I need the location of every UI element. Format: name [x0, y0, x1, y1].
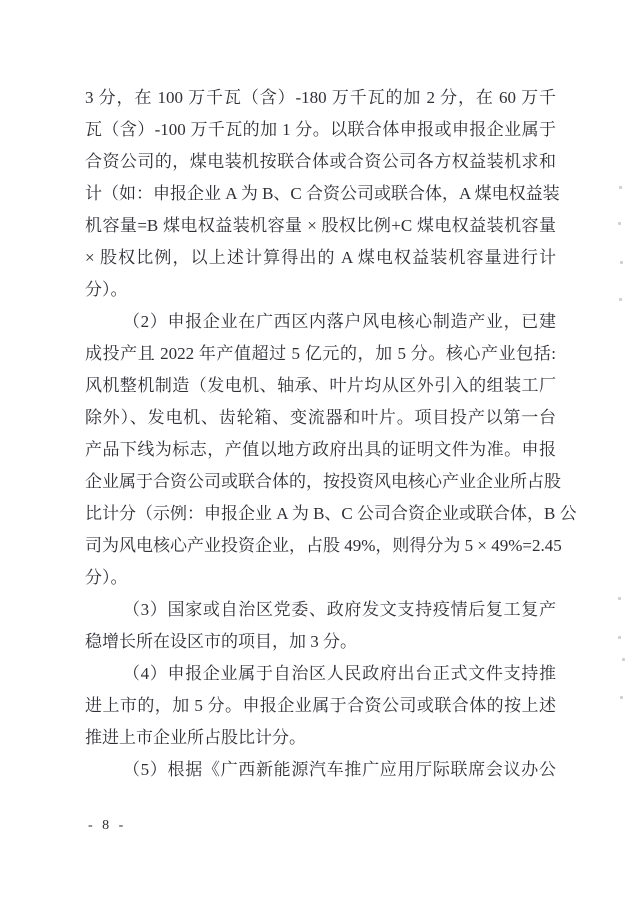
text-line: 3 分，在 100 万千瓦（含）-180 万千瓦的加 2 分，在 60 万千 — [85, 88, 556, 107]
text-line: 机容量=B 煤电权益装机容量 × 股权比例+C 煤电权益装机容量 — [85, 216, 556, 235]
text-line: 分）。 — [85, 568, 128, 587]
text-line: × 股权比例，以上述计算得出的 A 煤电权益装机容量进行计 — [85, 248, 556, 267]
text-line: 进上市的，加 5 分。申报企业属于合资公司或联合体的按上述 — [85, 696, 556, 715]
text-line: 产品下线为标志，产值以地方政府出具的证明文件为准。申报 — [85, 440, 556, 459]
text-line: 除外）、发电机、齿轮箱、变流器和叶片。项目投产以第一台 — [85, 408, 556, 427]
scan-speck — [620, 261, 623, 264]
text-line: 比计分（示例：申报企业 A 为 B、C 公司合资企业或联合体，B 公 — [85, 504, 577, 523]
text-line: 企业属于合资公司或联合体的，按投资风电核心产业企业所占股 — [85, 472, 561, 491]
page-number: - 8 - — [88, 818, 127, 833]
scan-speck — [619, 186, 622, 189]
document-body — [85, 82, 577, 786]
text-line: 成投产且 2022 年产值超过 5 亿元的，加 5 分。核心产业包括: — [85, 344, 556, 363]
text-line: 风机整机制造（发电机、轴承、叶片均从区外引入的组装工厂 — [85, 376, 556, 395]
text-line: （3）国家或自治区党委、政府发文支持疫情后复工复产 — [123, 600, 556, 619]
scan-speck — [618, 636, 621, 639]
text-line: 合资公司的，煤电装机按联合体或合资公司各方权益装机求和 — [85, 152, 556, 171]
text-line: 推进上市企业所占股比计分。 — [85, 728, 306, 747]
text-line: 司为风电核心产业投资企业，占股 49%，则得分为 5 × 49%=2.45 — [85, 536, 562, 555]
scan-speck — [618, 597, 621, 600]
scan-speck — [622, 658, 625, 661]
scan-speck — [620, 696, 623, 699]
text-line: （2）申报企业在广西区内落户风电核心制造产业，已建 — [123, 312, 556, 331]
scan-speck — [618, 222, 621, 225]
text-line: （4）申报企业属于自治区人民政府出台正式文件支持推 — [123, 664, 556, 683]
text-line: 分）。 — [85, 280, 128, 299]
scan-speck — [619, 298, 622, 301]
text-line: （5）根据《广西新能源汽车推广应用厅际联席会议办公 — [123, 760, 556, 779]
text-line: 计（如：申报企业 A 为 B、C 合资公司或联合体，A 煤电权益装 — [85, 184, 560, 203]
text-line: 瓦（含）-100 万千瓦的加 1 分。以联合体申报或申报企业属于 — [85, 120, 556, 139]
text-line: 稳增长所在设区市的项目，加 3 分。 — [85, 632, 357, 651]
